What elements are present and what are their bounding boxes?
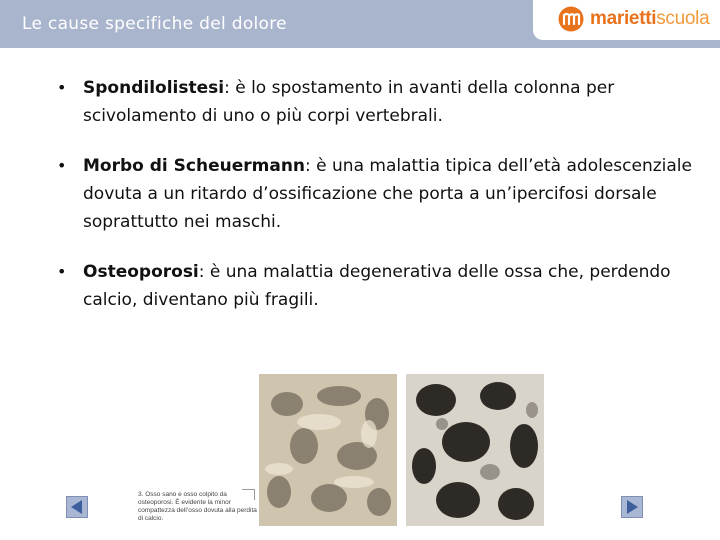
osteoporotic-bone-image [406,374,544,526]
figure-caption: 3. Osso sano e osso colpito da osteoporosi. È evidente la minor compattezza dell’osso dovuta alla perdita di calcio. [138,491,257,522]
bullet-dot: • [57,262,67,281]
bullet-text: : è una malattia tipica dell’età adolescenziale dovuta a un ritardo d’ossificazione che porta a un’ipercifosi dorsale soprattutto nei maschi. [83,156,692,232]
bullet-text: : è una malattia degenerativa delle ossa che, perdendo calcio, diventano più fragili. [83,262,671,310]
bullet-dot: • [57,78,67,97]
bullet-item [55,258,695,314]
healthy-bone-image [259,374,397,526]
triangle-right-icon [622,497,642,517]
previous-slide-button[interactable] [66,496,88,518]
bullet-term: Morbo di Scheuermann [83,156,306,176]
bullet-item [55,152,695,236]
bullet-text: : è lo spostamento in avanti della colonna per scivolamento di uno o più corpi vertebrali. [83,78,615,126]
bullet-term: Osteoporosi [83,262,199,282]
marietti-logo-icon [558,6,584,32]
bullet-item [55,74,695,130]
bullet-list [55,74,695,336]
logo-text-secondary: scuola [656,8,710,29]
logo-wordmark [590,8,709,30]
logo-text-primary: marietti [590,8,657,29]
next-slide-button[interactable] [621,496,643,518]
page-title: Le cause specifiche del dolore [22,14,287,34]
bullet-term: Spondilolistesi [83,78,225,98]
bullet-dot: • [57,156,67,175]
triangle-left-icon [67,497,87,517]
